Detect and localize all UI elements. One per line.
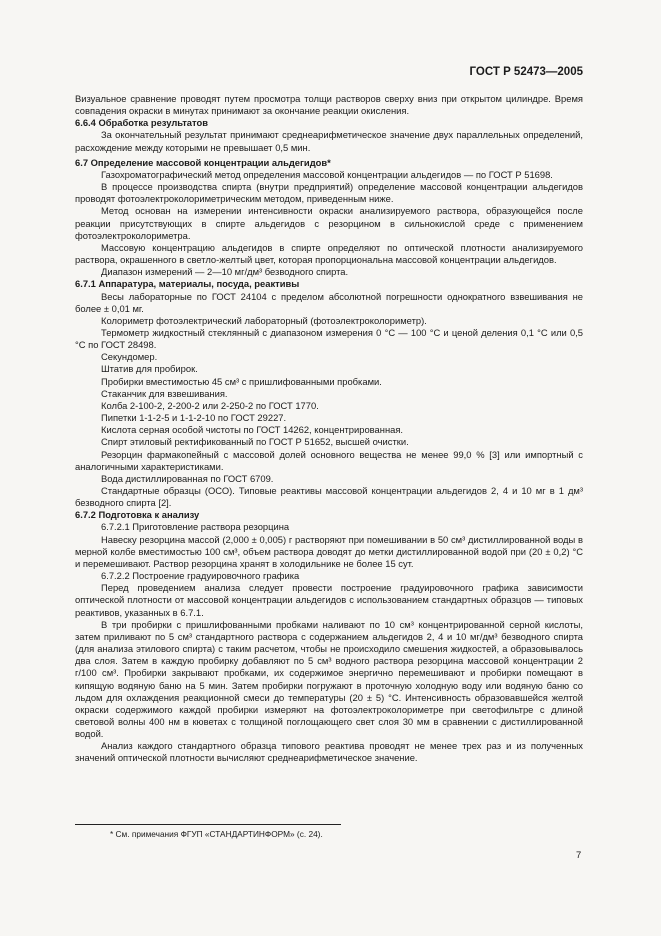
footnote: * См. примечания ФГУП «СТАНДАРТИНФОРМ» (с. 24). (110, 829, 323, 839)
document-standard-number: ГОСТ Р 52473—2005 (469, 66, 583, 78)
paragraph: Штатив для пробирок. (101, 363, 198, 375)
paragraph: Колориметр фотоэлектрический лабораторный (фотоэлектроколориметр). (101, 314, 427, 326)
paragraph: Анализ каждого стандартного образца типового реактива проводят не менее трех раз и из полученных значений оптической плотности вычисляют среднеарифметическое значение. (75, 740, 583, 764)
paragraph: Вода дистиллированная по ГОСТ 6709. (101, 472, 274, 484)
page-number: 7 (576, 850, 582, 861)
section-heading: 6.6.4 Обработка результатов (75, 117, 208, 129)
footnote-divider (75, 824, 341, 825)
paragraph: За окончательный результат принимают среднеарифметическое значение двух параллельных определений, расхождение между которыми не превышает 0,5 мин. (75, 129, 583, 153)
paragraph: В процессе производства спирта (внутри предприятий) определение массовой концентрации альдегидов проводят фотоэлектроколориметрическим методом, приведенным ниже. (75, 181, 583, 205)
paragraph: Секундомер. (101, 351, 158, 363)
paragraph: Весы лабораторные по ГОСТ 24104 с пределом абсолютной погрешности однократного взвешивания не более ± 0,01 мг. (75, 290, 583, 314)
paragraph: 6.7.2.1 Приготовление раствора резорцина (101, 521, 290, 533)
paragraph: Спирт этиловый ректификованный по ГОСТ Р 51652, высшей очистки. (101, 436, 409, 448)
paragraph: Метод основан на измерении интенсивности окраски анализируемого раствора, образующейся после реакции присутствующих в спирте альдегидов с резорцином в сильнокислой среде с применением фотоэлектроколориметра. (75, 205, 583, 241)
paragraph: Колба 2-100-2, 2-200-2 или 2-250-2 по ГОСТ 1770. (101, 399, 319, 411)
paragraph: Стаканчик для взвешивания. (101, 387, 228, 399)
section-heading: 6.7.1 Аппаратура, материалы, посуда, реактивы (75, 278, 300, 290)
paragraph: Массовую концентрацию альдегидов в спирте определяют по оптической плотности анализируемого раствора, окрашенного в светло-желтый цвет, которая пропорциональна массовой концентрации альдегидов. (75, 241, 583, 266)
paragraph: Визуальное сравнение проводят путем просмотра толщи растворов сверху вниз при открытом цилиндре. Время совпадения окраски в минутах принимают за окончание реакции окисления. (75, 93, 583, 117)
paragraph: 6.7.2.2 Построение градуировочного графика (101, 570, 300, 582)
paragraph: Газохроматографический метод определения массовой концентрации альдегидов — по ГОСТ Р 51698. (101, 168, 553, 180)
paragraph: Пробирки вместимостью 45 см³ с пришлифованными пробками. (101, 375, 382, 387)
paragraph: Кислота серная особой чистоты по ГОСТ 14262, концентрированная. (101, 424, 404, 436)
paragraph: Перед проведением анализа следует провести построение градуировочного графика зависимости оптической плотности от массовой концентрации альдегидов с использованием стандартных образцов — типовых реактивов, указанных в 6.7.1. (75, 582, 583, 618)
section-heading: 6.7.2 Подготовка к анализу (75, 509, 200, 521)
paragraph: В три пробирки с пришлифованными пробками наливают по 10 см³ концентрированной серной кислоты, затем приливают по 5 см³ стандартного раствора с содержанием альдегидов 2, 4 и 10 мг/дм³ безводного спирта (для анализа этилового спирта) с таким расчетом, чтобы не происходило смешения жидкостей, а образовывалось два слоя. Затем в каждую пробирку добавляют по 5 см³ водного раствора резорцина массовой концентрации 2 г/100 см³. Пробирки закрывают пробками, их содержимое энергично перемешивают и пробирки помещают в кипящую водяную баню на 5 мин. Затем пробирки погружают в проточную холодную воду или водяную баню со льдом для охлаждения реакционной смеси до температуры (20 ± 5) °С. Интенсивность образовавшейся желтой окраски содержимого каждой пробирки измеряют на фотоэлектроколориметре при светофильтре с длиной световой волны 400 нм в кюветах с толщиной поглощающего свет слоя 30 мм в сравнении с дистиллированной водой. (75, 618, 583, 740)
paragraph: Стандартные образцы (ОСО). Типовые реактивы массовой концентрации альдегидов 2, 4 и 10 мг в 1 дм³ безводного спирта [2]. (75, 485, 583, 509)
paragraph: Диапазон измерений — 2—10 мг/дм³ безводного спирта. (101, 266, 349, 278)
paragraph: Резорцин фармакопейный с массовой долей основного вещества не менее 99,0 % [3] или импортный с аналогичными характеристиками. (75, 448, 583, 472)
section-heading: 6.7 Определение массовой концентрации альдегидов* (75, 156, 331, 168)
paragraph: Навеску резорцина массой (2,000 ± 0,005) г растворяют при помешивании в 50 см³ дистиллированной воды в мерной колбе вместимостью 100 см³, объем раствора доводят до метки дистиллированной водой при (20 ± 0,2) °С и перемешивают. Раствор резорцина хранят в холодильнике не более 15 сут. (75, 533, 583, 569)
paragraph: Термометр жидкостный стеклянный с диапазоном измерения 0 °С — 100 °С и ценой деления 0,1 °С или 0,5 °С по ГОСТ 28498. (75, 326, 583, 351)
paragraph: Пипетки 1-1-2-5 и 1-1-2-10 по ГОСТ 29227. (101, 412, 287, 424)
document-body (75, 93, 583, 765)
